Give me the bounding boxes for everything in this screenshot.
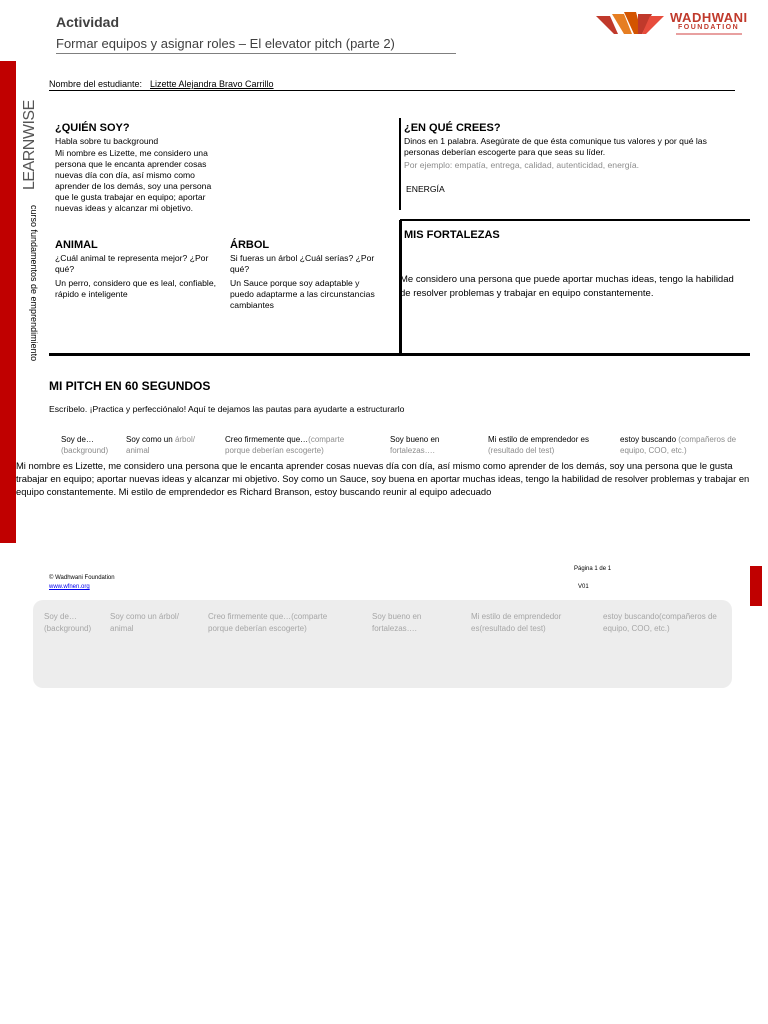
pitch-col-main: Soy bueno en [390, 435, 440, 444]
fortalezas-top-divider [400, 219, 750, 221]
card-col-belief: Creo firmemente que…(comparte porque deberían escogerte) [208, 612, 328, 633]
learnwise-logo [20, 68, 44, 190]
pitch-col-main: Soy como un [126, 435, 173, 444]
student-name-field[interactable]: Lizette Alejandra Bravo Carrillo [150, 79, 274, 89]
cree-example: Por ejemplo: empatía, entrega, calidad, autenticidad, energía. [404, 160, 640, 170]
cree-answer[interactable]: ENERGÍA [406, 184, 445, 194]
arbol-heading: ÁRBOL [230, 239, 270, 251]
card-col-background: Soy de… (background) [44, 612, 92, 633]
column-divider-top [399, 118, 401, 210]
animal-prompt: ¿Cuál animal te representa mejor? ¿Por qué? [55, 253, 209, 274]
pitch-col-hint: (background) [61, 446, 109, 455]
footer-page-number: Página 1 de 1 [574, 566, 612, 572]
pitch-col-hint: (comparte porque deberían escogerte) [225, 435, 345, 455]
pitch-col-tree-animal [126, 434, 216, 456]
fortalezas-answer[interactable]: Me considero una persona que puede aportar muchas ideas, tengo la habilidad de resolver problemas y trabajar en equipo constantemente. [400, 274, 734, 299]
pitch-col-hint: (resultado del test) [488, 446, 555, 455]
header-divider [56, 53, 456, 54]
logo-tagline [676, 33, 742, 35]
learnwise-text: LEARNWISE [21, 100, 38, 190]
card-col-tree-animal: Soy como un árbol/ animal [110, 612, 179, 633]
footer-version: V01 [578, 584, 589, 590]
pitch-col-hint: árbol/ animal [126, 435, 195, 455]
student-name-underline [49, 90, 735, 91]
pitch-heading: MI PITCH EN 60 SEGUNDOS [49, 379, 211, 393]
pitch-col-background [61, 434, 121, 456]
quien-heading: ¿QUIÉN SOY? [55, 122, 130, 134]
cree-heading: ¿EN QUÉ CREES? [404, 122, 501, 134]
pitch-col-main: Mi estilo de emprendedor es [488, 435, 589, 444]
pitch-instructions: Escríbelo. ¡Practica y perfecciónalo! Aquí te dejamos las pautas para ayudarte a estructurarlo [49, 404, 405, 414]
pitch-col-main: Soy de… [61, 435, 94, 444]
course-name: curso fundamentos de emprendimiento [29, 205, 39, 362]
pitch-col-style [488, 434, 608, 456]
pitch-answer[interactable]: Mi nombre es Lizette, me considero una persona que le encanta aprender cosas nuevas día con día, así mismo como aprender de los demás, soy una persona que le gusta trabajar en equipo; aportar nuevas ideas y alcanzar mi objetivo. Soy como un Sauce, soy buena en aportar muchas ideas, tengo la habilidad de resolver problemas y trabajar en equipo constantemente. Mi estilo de emprendedor es Richard Branson, estoy buscando reunir al equipo adecuado [16, 460, 750, 497]
pitch-col-hint: (compañeros de equipo, COO, etc.) [620, 435, 737, 455]
pitch-col-strengths [390, 434, 460, 456]
animal-answer[interactable]: Un perro, considero que es leal, confiable, rápido e inteligente [55, 278, 216, 299]
activity-subtitle: Formar equipos y asignar roles – El elevator pitch (parte 2) [56, 36, 395, 51]
sidebar-red-bar [0, 61, 16, 543]
footer-copyright: © Wadhwani Foundation [49, 575, 115, 581]
card-col-strengths: Soy bueno en fortalezas…. [372, 612, 422, 633]
arbol-prompt: Si fueras un árbol ¿Cuál serías? ¿Por qué? [230, 253, 375, 274]
animal-heading: ANIMAL [55, 239, 98, 251]
fortalezas-heading: MIS FORTALEZAS [404, 229, 500, 241]
pitch-col-belief [225, 434, 365, 456]
pitch-col-seeking [620, 434, 760, 456]
pitch-col-main: Creo firmemente que… [225, 435, 309, 444]
logo-sub: FOUNDATION [678, 24, 740, 31]
pitch-col-hint: fortalezas…. [390, 446, 435, 455]
quien-prompt: Habla sobre tu background [55, 136, 159, 146]
quien-answer[interactable]: Mi nombre es Lizette, me considero una persona que le encanta aprender cosas nuevas día con día, así mismo como aprender de los demás, soy una persona que le gusta trabajar en equipo; aportar nuevas ideas y alcanzar mi objetivo. [55, 148, 212, 213]
right-red-tab [750, 566, 762, 606]
wadhwani-logo-icon [594, 10, 666, 38]
arbol-answer[interactable]: Un Sauce porque soy adaptable y puedo adaptarme a las circunstancias cambiantes [230, 278, 375, 310]
logo-name: WADHWANI [670, 10, 748, 25]
activity-title: Actividad [56, 14, 120, 30]
section-divider [49, 353, 750, 356]
card-col-style: Mi estilo de emprendedor es(resultado del test) [471, 612, 562, 633]
footer-link[interactable]: www.wfnen.org [49, 584, 90, 590]
card-col-seeking: estoy buscando(compañeros de equipo, COO, etc.) [603, 612, 717, 633]
cree-prompt: Dinos en 1 palabra. Asegúrate de que ésta comunique tus valores y por qué las personas deberían escogerte para que seas su líder. [404, 136, 707, 157]
student-name-label: Nombre del estudiante: [49, 79, 143, 89]
pitch-col-main: estoy buscando [620, 435, 677, 444]
